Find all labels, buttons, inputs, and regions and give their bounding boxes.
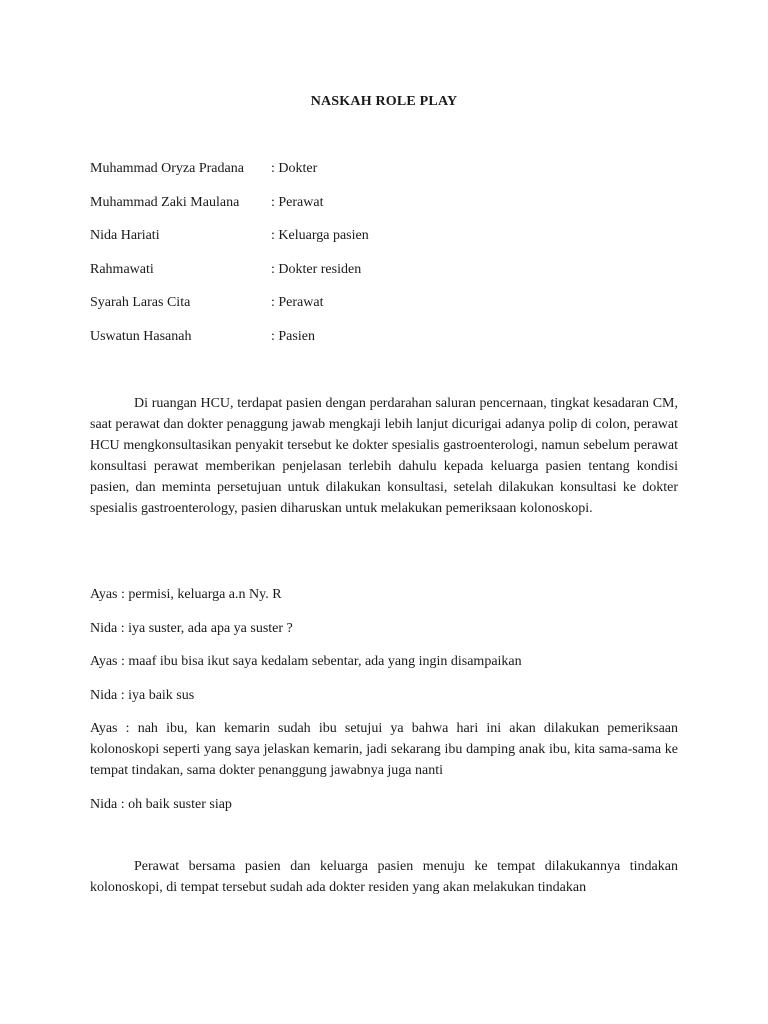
cast-role: : Dokter [271,161,318,176]
cast-row [90,326,680,360]
dialogue-line: Ayas : nah ibu, kan kemarin sudah ibu setujui ya bahwa hari ini akan dilakukan pemeriksaan kolonoskopi seperti yang saya jelaskan kemarin, jadi sekarang ibu damping anak ibu, kita sama-sama ke tempat tindakan, sama dokter penanggung jawabnya juga nanti [90,721,678,778]
cast-name: Nida Hariati [90,228,160,244]
dialogue-line: Nida : iya suster, ada apa ya suster ? [90,620,293,636]
dialogue-line: Ayas : permisi, keluarga a.n Ny. R [90,587,282,602]
dialogue-section [90,584,678,827]
cast-list [90,158,680,360]
cast-name: Syarah Laras Cita [90,295,191,311]
cast-name: Uswatun Hasanah [90,328,192,344]
cast-role: : Perawat [271,194,324,210]
cast-role: : Perawat [271,295,324,311]
scene-transition-paragraph: Perawat bersama pasien dan keluarga pasien menuju ke tempat dilakukannya tindakan kolonoskopi, di tempat tersebut sudah ada dokter residen yang akan melakukan tindakan [90,859,678,895]
cast-row [90,192,680,226]
cast-role: : Pasien [271,328,315,344]
dialogue-line: Ayas : maaf ibu bisa ikut saya kedalam sebentar, ada yang ingin disampaikan [90,654,522,669]
cast-row [90,292,680,326]
cast-name: Rahmawati [90,261,154,277]
cast-row [90,225,680,259]
scene-description-paragraph: Di ruangan HCU, terdapat pasien dengan perdarahan saluran pencernaan, tingkat kesadaran CM, saat perawat dan dokter penaggung jawab mengkaji lebih lanjut dicurigai adanya polip di colon, perawat HCU mengkonsultasikan penyakit tersebut ke dokter spesialis gastroenterologi, namun sebelum perawat konsultasi perawat memberikan penjelasan terlebih dahulu kepada keluarga pasien tentang kondisi pasien, dan meminta persetujuan untuk dilakukan konsultasi, setelah dilakukan konsultasi ke dokter spesialis gastroenterology, pasien diharuskan untuk melakukan pemeriksaan kolonoskopi. [90,396,678,516]
cast-name: Muhammad Zaki Maulana [90,194,240,210]
document-title: NASKAH ROLE PLAY [310,94,458,109]
cast-role: : Dokter residen [271,261,362,277]
dialogue-line: Nida : iya baik sus [90,687,195,703]
cast-role: : Keluarga pasien [271,228,369,244]
cast-row [90,259,680,293]
cast-name: Muhammad Oryza Pradana [90,161,244,176]
dialogue-line: Nida : oh baik suster siap [90,796,232,812]
cast-row [90,158,680,192]
